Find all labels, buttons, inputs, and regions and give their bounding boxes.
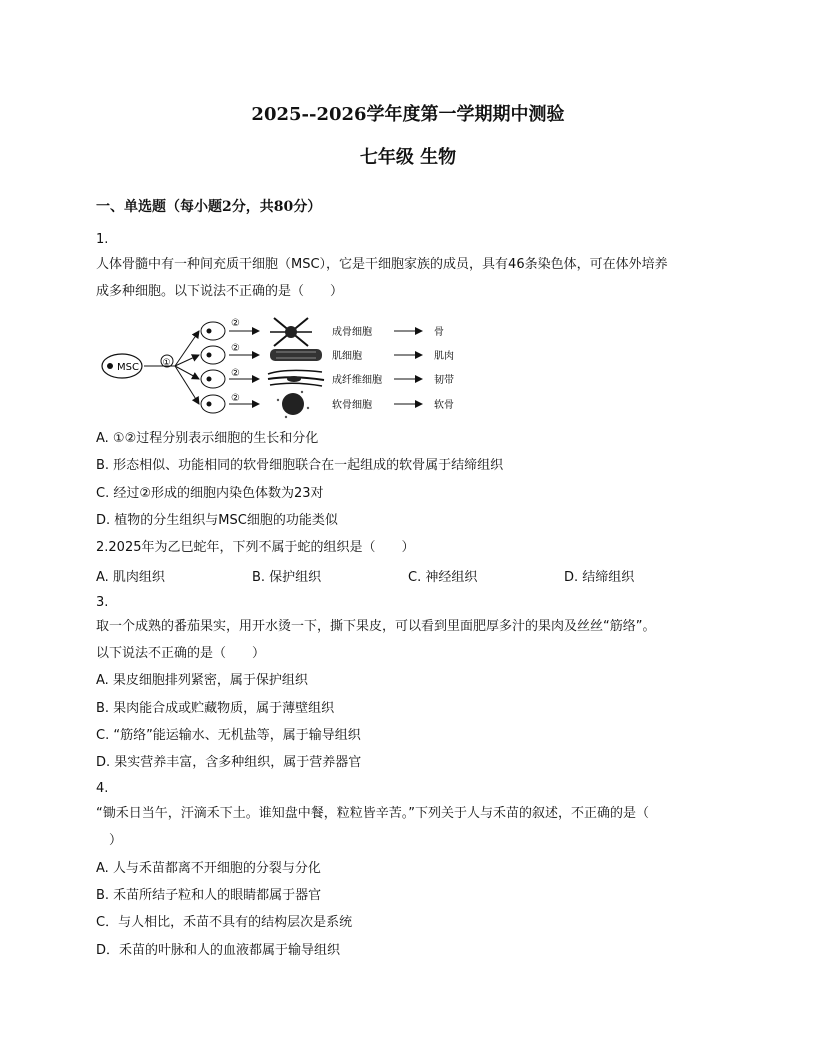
row4-result: 软骨 (434, 400, 454, 411)
q3-stem-line2: 以下说法不正确的是（ ） (96, 646, 266, 661)
q4-option-c: C．与人相比，禾苗不具有的结构层次是系统 (96, 915, 353, 930)
q4-option-b: B. 禾苗所结子粒和人的眼睛都属于器官 (96, 888, 322, 903)
q2-option-c: C. 神经组织 (408, 570, 478, 585)
row3-cell: 成纤维细胞 (332, 375, 382, 386)
q3-number: 3. (96, 595, 109, 610)
q4-stem-line2: ） (96, 833, 123, 848)
row2-result: 肌肉 (434, 351, 454, 362)
q4-option-d: D．禾苗的叶脉和人的血液都属于输导组织 (96, 943, 341, 958)
q2-options (96, 566, 716, 584)
q2-option-b: B. 保护组织 (252, 570, 322, 585)
osteoblast-icon (270, 318, 312, 346)
fibroblast-icon (268, 370, 324, 386)
q4-number: 4. (96, 781, 109, 796)
q3-option-b: B. 果肉能合成或贮藏物质，属于薄壁组织 (96, 701, 335, 716)
q1-option-d: D. 植物的分生组织与MSC细胞的功能类似 (96, 513, 338, 528)
step2-label-4: ② (231, 393, 240, 404)
chondrocyte-icon (277, 391, 309, 418)
figure-row-bone (201, 318, 444, 346)
step2-label-1: ② (231, 318, 240, 329)
row3-result: 韧带 (434, 375, 454, 386)
muscle-cell-icon (270, 349, 322, 361)
q2-option-d: D. 结缔组织 (564, 570, 635, 585)
q4-stem-line1: “锄禾日当午，汗滴禾下土。谁知盘中餐，粒粒皆辛苦。”下列关于人与禾苗的叙述，不正确的是（ (96, 806, 649, 821)
figure-row-ligament (201, 368, 454, 388)
q3-stem-line1: 取一个成熟的番茄果实，用开水烫一下，撕下果皮，可以看到里面肥厚多汁的果肉及丝丝“筋络”。 (96, 619, 656, 634)
q3-option-a: A. 果皮细胞排列紧密，属于保护组织 (96, 673, 308, 688)
q1-option-a: A. ①②过程分别表示细胞的生长和分化 (96, 431, 319, 446)
q1-stem-line2: 成多种细胞。以下说法不正确的是（ ） (96, 284, 344, 299)
row2-cell: 肌细胞 (332, 351, 362, 362)
msc-cell (102, 354, 142, 378)
section-heading: 一、单选题（每小题2分，共80分） (96, 199, 322, 215)
q1-option-c: C. 经过②形成的细胞内染色体数为23对 (96, 486, 324, 501)
q1-number: 1. (96, 232, 109, 247)
q2-stem: 2.2025年为乙巳蛇年，下列不属于蛇的组织是（ ） (96, 540, 415, 555)
row1-cell: 成骨细胞 (332, 327, 372, 338)
msc-label: MSC (117, 362, 139, 373)
figure-row-cartilage (201, 391, 454, 418)
exam-subtitle: 七年级 生物 (359, 147, 457, 168)
q1-option-b: B. 形态相似、功能相同的软骨细胞联合在一起组成的软骨属于结缔组织 (96, 458, 504, 473)
msc-differentiation-figure (96, 310, 476, 422)
q3-option-c: C. “筋络”能运输水、无机盐等，属于输导组织 (96, 728, 361, 743)
row1-result: 骨 (434, 327, 444, 338)
q1-stem-line1: 人体骨髓中有一种间充质干细胞（MSC），它是干细胞家族的成员，具有46条染色体，可在体外培养 (96, 257, 668, 272)
step2-label-2: ② (231, 343, 240, 354)
step2-label-3: ② (231, 368, 240, 379)
q4-option-a: A. 人与禾苗都离不开细胞的分裂与分化 (96, 861, 321, 876)
exam-title: 2025--2026学年度第一学期期中测验 (251, 104, 565, 125)
q2-option-a: A. 肌肉组织 (96, 570, 165, 585)
q3-option-d: D. 果实营养丰富，含多种组织，属于营养器官 (96, 755, 362, 770)
figure-row-muscle (201, 343, 454, 364)
row4-cell: 软骨细胞 (332, 400, 372, 411)
step1-label: ① (162, 358, 171, 368)
